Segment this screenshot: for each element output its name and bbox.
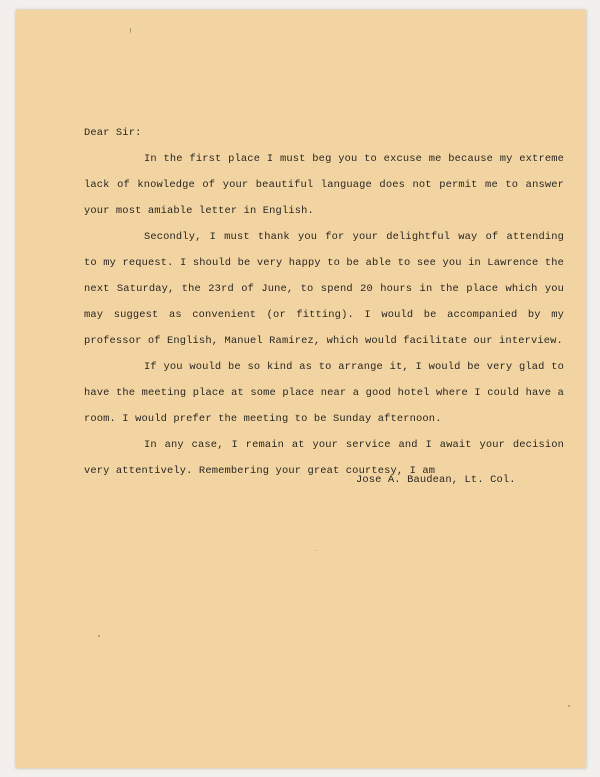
paragraph-1: In the first place I must beg you to excuse me because my extreme lack of knowledge of your beautiful language does not permit me to answer your most amiable letter in English. xyxy=(84,153,564,217)
paragraph-3: If you would be so kind as to arrange it, I would be very glad to have the meeting place at some place near a good hotel where I could have a room. I would prefer the meeting to be Sunday afternoon. xyxy=(84,361,564,425)
paper-speck xyxy=(130,28,131,33)
letter-sheet xyxy=(16,10,586,768)
paper-speck xyxy=(316,550,317,551)
salutation: Dear Sir: xyxy=(84,127,142,139)
paragraph-4: In any case, I remain at your service and I await your decision very attentively. Remembering your great courtesy, I am xyxy=(84,439,564,477)
letter-body xyxy=(84,120,564,484)
paper-speck xyxy=(98,635,100,637)
paragraph-2: Secondly, I must thank you for your delightful way of attending to my request. I should be very happy to be able to see you in Lawrence the next Saturday, the 23rd of June, to spend 20 hours in the place which you may suggest as convenient (or fitting). I would be accompanied by my professor of English, Manuel Ramirez, which would facilitate our interview. xyxy=(84,231,564,347)
paper-speck xyxy=(568,705,570,707)
signature-line: Jose A. Baudean, Lt. Col. xyxy=(356,474,516,486)
